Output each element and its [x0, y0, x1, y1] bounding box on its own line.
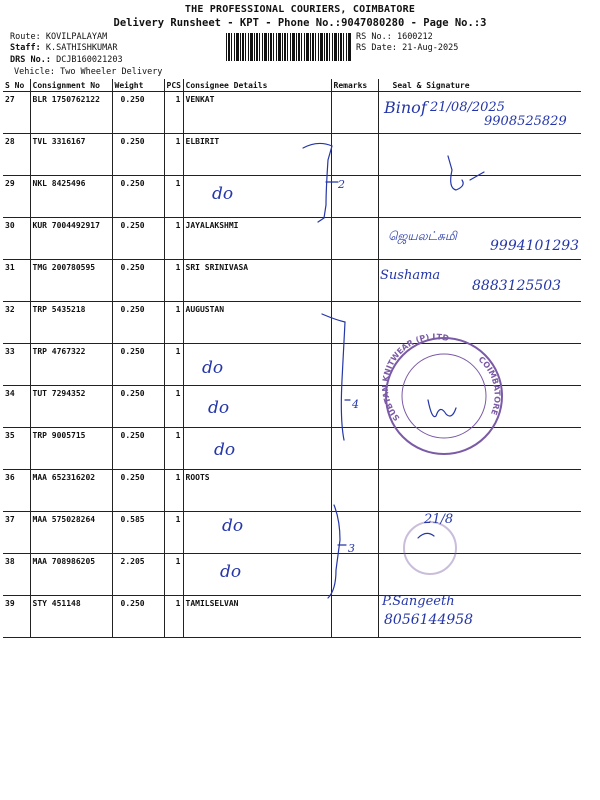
col-pcs: PCS [164, 79, 183, 92]
table-row [3, 512, 581, 554]
cell-sno: 39 [3, 596, 30, 638]
staff-label: Staff: [10, 43, 41, 53]
sig-30-phone: 9994101293 [490, 238, 580, 254]
cell-pcs: 1 [164, 260, 183, 302]
cell-consignment: TMG 200780595 [30, 260, 112, 302]
cell-signature [378, 302, 581, 344]
cell-consignment: TRP 5435218 [30, 302, 112, 344]
table-row [3, 386, 581, 428]
rs-date-value: 21-Aug-2025 [402, 43, 459, 53]
cell-consignee: ROOTS [183, 470, 331, 512]
cell-weight: 0.250 [112, 218, 164, 260]
cell-weight: 0.250 [112, 302, 164, 344]
cell-sno: 37 [3, 512, 30, 554]
sig-31-name: Sushama [380, 268, 441, 283]
cell-weight: 0.250 [112, 344, 164, 386]
sig-31-phone: 8883125503 [472, 278, 562, 294]
ditto-mark-33: do [202, 358, 224, 378]
cell-weight: 0.250 [112, 386, 164, 428]
cell-consignment: TUT 7294352 [30, 386, 112, 428]
vehicle-label: Vehicle: [14, 67, 55, 77]
drs-value: DCJB160021203 [56, 55, 123, 65]
sig-39-name: P.Sangeeth [382, 594, 455, 609]
rs-no-value: 1600212 [396, 32, 433, 42]
cell-remarks [331, 218, 378, 260]
cell-pcs: 1 [164, 176, 183, 218]
cell-pcs: 1 [164, 554, 183, 596]
cell-sno: 31 [3, 260, 30, 302]
cell-pcs: 1 [164, 134, 183, 176]
cell-consignee [183, 554, 331, 596]
cell-consignee: TAMILSELVAN [183, 596, 331, 638]
cell-consignment: MAA 652316202 [30, 470, 112, 512]
sig-27-phone: 9908525829 [484, 114, 567, 129]
sig-39-phone: 8056144958 [384, 612, 474, 628]
cell-consignment: TRP 9005715 [30, 428, 112, 470]
ditto-mark-35: do [214, 440, 236, 460]
rs-no-label: RS No.: [356, 32, 392, 42]
cell-pcs: 1 [164, 218, 183, 260]
cell-sno: 34 [3, 386, 30, 428]
barcode [226, 33, 352, 61]
cell-consignee [183, 176, 331, 218]
table-row [3, 554, 581, 596]
rs-date-label: RS Date: [356, 43, 397, 53]
cell-sno: 36 [3, 470, 30, 512]
cell-pcs: 1 [164, 386, 183, 428]
sig-27-date: 21/08/2025 [430, 100, 505, 115]
cell-weight: 2.205 [112, 554, 164, 596]
sig-37-date: 21/8 [424, 512, 454, 527]
cell-sno: 27 [3, 92, 30, 134]
rs-date-line [356, 43, 458, 53]
staff-line [10, 43, 118, 53]
table-row [3, 176, 581, 218]
cell-sno: 30 [3, 218, 30, 260]
col-remarks: Remarks [331, 79, 378, 92]
sig-27-name: Binof [384, 98, 427, 117]
cell-weight: 0.250 [112, 176, 164, 218]
route-value: KOVILPALAYAM [45, 32, 108, 42]
cell-remarks [331, 596, 378, 638]
cell-remarks [331, 344, 378, 386]
cell-weight: 0.250 [112, 428, 164, 470]
cell-signature [378, 176, 581, 218]
company-title: THE PROFESSIONAL COURIERS, COIMBATORE [184, 4, 416, 15]
cell-consignee: VENKAT [183, 92, 331, 134]
col-consignee: Consignee Details [183, 79, 331, 92]
cell-consignee: AUGUSTAN [183, 302, 331, 344]
cell-remarks [331, 260, 378, 302]
cell-remarks [331, 554, 378, 596]
table-row [3, 302, 581, 344]
col-weight: Weight [112, 79, 164, 92]
cell-consignee [183, 512, 331, 554]
bracket-number-2: 4 [352, 398, 359, 411]
cell-sno: 29 [3, 176, 30, 218]
table-header-row [3, 79, 581, 92]
ditto-mark-29: do [212, 184, 234, 204]
runsheet-table [3, 79, 581, 638]
cell-sno: 38 [3, 554, 30, 596]
cell-remarks [331, 134, 378, 176]
cell-pcs: 1 [164, 302, 183, 344]
cell-sno: 28 [3, 134, 30, 176]
ditto-mark-34: do [208, 398, 230, 418]
cell-consignment: TRP 4767322 [30, 344, 112, 386]
drs-line [10, 55, 123, 65]
seal-text-top: SUBTAN KNITWEAR (P) LTD [380, 332, 450, 423]
route-label: Route: [10, 32, 41, 42]
cell-consignee: ELBIRIT [183, 134, 331, 176]
seal-text-bottom: COIMBATORE [476, 354, 502, 417]
table-row [3, 470, 581, 512]
route-line [10, 32, 107, 42]
cell-weight: 0.250 [112, 134, 164, 176]
cell-signature [378, 386, 581, 428]
table-body [3, 92, 581, 638]
cell-signature [378, 470, 581, 512]
cell-signature [378, 428, 581, 470]
cell-weight: 0.250 [112, 260, 164, 302]
cell-consignee: SRI SRINIVASA [183, 260, 331, 302]
cell-sno: 32 [3, 302, 30, 344]
cell-signature [378, 344, 581, 386]
cell-remarks [331, 428, 378, 470]
table-row [3, 134, 581, 176]
cell-remarks [331, 302, 378, 344]
col-consignment: Consignment No [30, 79, 112, 92]
table-row [3, 596, 581, 638]
cell-consignment: TVL 3316167 [30, 134, 112, 176]
table-row [3, 344, 581, 386]
cell-consignment: MAA 575028264 [30, 512, 112, 554]
cell-signature [378, 134, 581, 176]
ditto-mark-37: do [222, 516, 244, 536]
cell-sno: 35 [3, 428, 30, 470]
cell-pcs: 1 [164, 470, 183, 512]
staff-value: K.SATHISHKUMAR [45, 43, 118, 53]
cell-remarks [331, 92, 378, 134]
cell-weight: 0.250 [112, 92, 164, 134]
cell-pcs: 1 [164, 428, 183, 470]
vehicle-line [14, 67, 162, 77]
table-row [3, 428, 581, 470]
cell-consignment: BLR 1750762122 [30, 92, 112, 134]
vehicle-value: Two Wheeler Delivery [60, 67, 163, 77]
bracket-number-1: 2 [338, 178, 345, 191]
cell-signature [378, 512, 581, 554]
col-signature: Seal & Signature [378, 79, 581, 92]
cell-consignment: KUR 7004492917 [30, 218, 112, 260]
cell-signature [378, 554, 581, 596]
cell-consignment: MAA 708986205 [30, 554, 112, 596]
cell-consignment: STY 451148 [30, 596, 112, 638]
cell-pcs: 1 [164, 92, 183, 134]
runsheet-subtitle: Delivery Runsheet - KPT - Phone No.:9047080280 - Page No.:3 [113, 17, 487, 29]
drs-label: DRS No.: [10, 55, 51, 65]
ditto-mark-38: do [220, 562, 242, 582]
cell-consignment: NKL 8425496 [30, 176, 112, 218]
cell-consignee [183, 386, 331, 428]
bracket-number-3: 3 [348, 542, 355, 555]
cell-consignee [183, 428, 331, 470]
cell-weight: 0.250 [112, 596, 164, 638]
col-sno: S No [3, 79, 30, 92]
cell-remarks [331, 470, 378, 512]
cell-weight: 0.585 [112, 512, 164, 554]
sig-30-name: ஜெயலட்சுமி [388, 229, 457, 243]
cell-sno: 33 [3, 344, 30, 386]
cell-pcs: 1 [164, 512, 183, 554]
rs-no-line [356, 32, 433, 42]
cell-pcs: 1 [164, 344, 183, 386]
cell-weight: 0.250 [112, 470, 164, 512]
cell-consignee: JAYALAKSHMI [183, 218, 331, 260]
cell-pcs: 1 [164, 596, 183, 638]
